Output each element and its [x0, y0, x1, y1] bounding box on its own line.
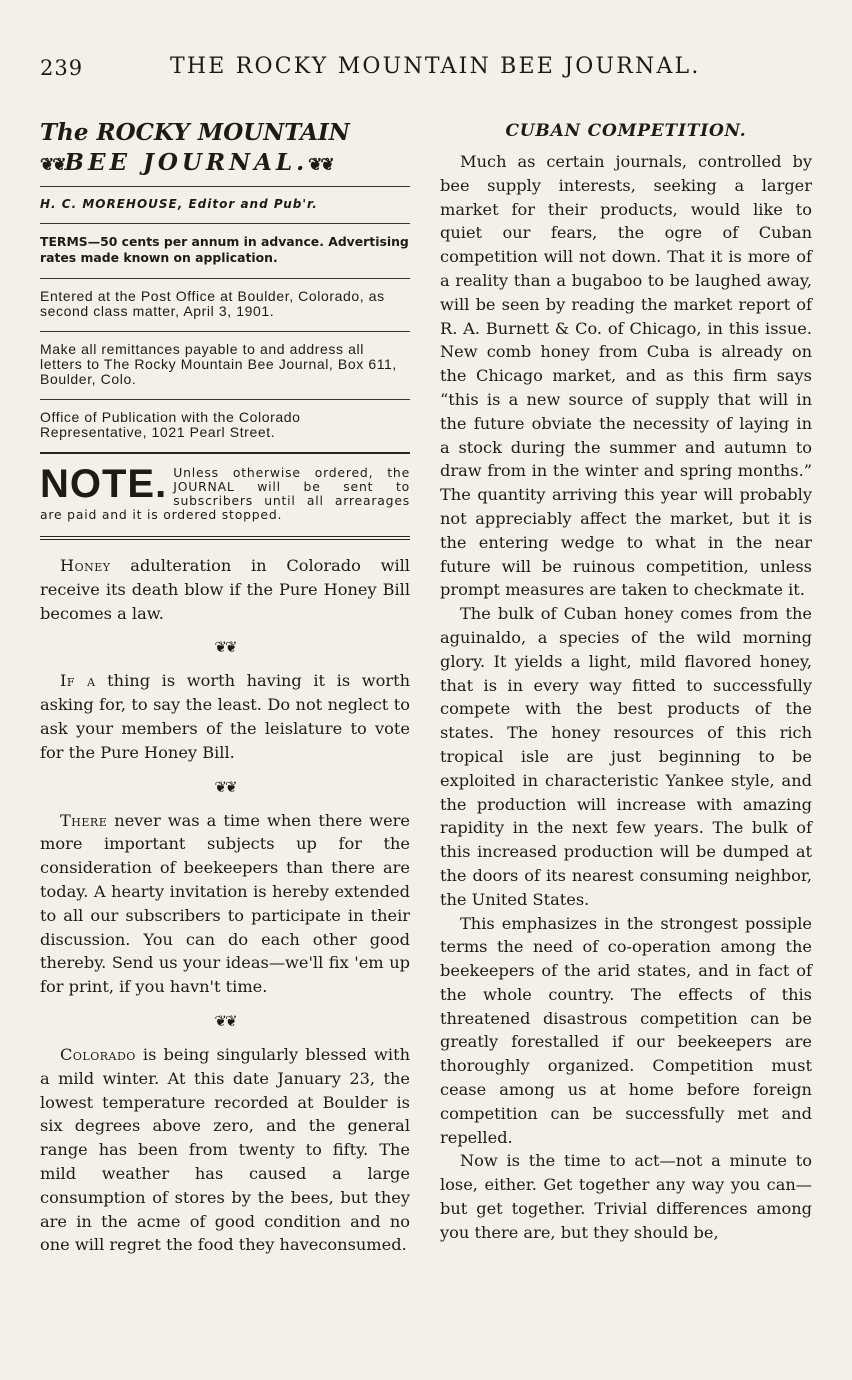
note-heading: NOTE. [40, 462, 168, 506]
editor-line: H. C. MOREHOUSE, Editor and Pub'r. [40, 197, 318, 211]
subscription-terms: TERMS—50 cents per annum in advance. Advertising rates made known on application. [40, 234, 409, 265]
editorial-paragraph: Honey adulteration in Colorado will receive its death blow if the Pure Honey Bill becomes a law. [40, 556, 410, 623]
article-paragraph: Now is the time to act—not a minute to lose, either. Get together any way you can—but get together. Trivial differences among you there are, but they should be, [440, 1151, 812, 1242]
leaf-ornament-icon: ❦❦ [40, 155, 65, 175]
divider-rule [40, 452, 410, 454]
note-text: Unless otherwise ordered, the JOURNAL will be sent to subscribers until all arrearages are paid and it is ordered stopped. [40, 465, 410, 522]
left-column [40, 118, 410, 1257]
section-divider [40, 637, 410, 657]
masthead-title-line2 [40, 148, 410, 180]
right-column [440, 118, 812, 1245]
remittance-notice: Make all remittances payable to and address all letters to The Rocky Mountain Bee Journal, Box 611, Boulder, Colo. [40, 341, 397, 387]
divider-rule [40, 399, 410, 400]
masthead-title-line1: The ROCKY MOUNTAIN [40, 119, 350, 146]
divider-rule [40, 223, 410, 224]
section-divider [40, 1011, 410, 1031]
editorial-paragraph: Colorado is being singularly blessed with a mild winter. At this date January 23, the lowest temperature recorded at Boulder is six degrees above zero, and the general range has been from twenty to fifty. The mild weather has caused a large consumption of stores by the bees, but they are in the acme of good condition and no one will regret the food they haveconsumed. [40, 1044, 410, 1255]
article-title: CUBAN COMPETITION. [505, 121, 747, 141]
subscription-note [40, 462, 410, 522]
page-header [0, 54, 852, 88]
double-rule [40, 536, 410, 540]
editorial-paragraph: There never was a time when there were more important subjects up for the consideration of beekeepers than there are today. A hearty invitation is hereby extended to all our subscribers to participate in their discussion. You can do each other good thereby. Send us your ideas—we'll fix 'em up for print, if you havn't time. [40, 810, 410, 997]
article-paragraph: Much as certain journals, controlled by bee supply interests, seeking a larger market for their products, would like to quiet our fears, the ogre of Cuban competition will not down. That it is more of a reality than a bugaboo to be laughed away, will be seen by reading the market report of R. A. Burnett & Co. of Chicago, in this issue. New comb honey from Cuba is already on the Chicago market, and as this firm says “this is a new source of supply that will in the future obviate the necessity of laying in a stock during the summer and autumn to draw from in the winter and spring months.” The quantity arriving this year will probably not appreciably affect the market, but it is the entering wedge to what in the near future will be ruinous competition, unless prompt measures are taken to checkmate it. [440, 152, 812, 600]
post-office-entry: Entered at the Post Office at Boulder, Colorado, as second class matter, April 3, 1901. [40, 288, 385, 319]
leaf-ornament-icon: ❦❦ [214, 638, 236, 657]
divider-rule [40, 331, 410, 332]
masthead-title-text: BEE JOURNAL. [64, 149, 309, 176]
leaf-ornament-icon: ❦❦ [214, 777, 236, 796]
leaf-ornament-icon: ❦❦ [214, 1011, 236, 1030]
article-paragraph: The bulk of Cuban honey comes from the aguinaldo, a species of the wild morning glory. It yields a light, mild flavored honey, that is in every way fitted to successfully compete with the best products of the states. The honey resources of this rich tropical isle are just beginning to be exploited in characteristic Yankee style, and the production will increase with amazing rapidity in the next few years. The bulk of this increased production will be dumped at the doors of its nearest consuming neighbor, the United States. [440, 604, 812, 909]
divider-rule [40, 278, 410, 279]
publication-office: Office of Publication with the Colorado Representative, 1021 Pearl Street. [40, 409, 301, 440]
section-divider [40, 777, 410, 797]
editorial-paragraph: If a thing is worth having it is worth asking for, to say the least. Do not neglect to ask your members of the leislature to vote for the Pure Honey Bill. [40, 671, 411, 762]
page-number: 239 [40, 56, 84, 80]
divider-rule [40, 186, 410, 187]
article-paragraph: This emphasizes in the strongest possiple terms the need of co-operation among the beekeepers of the arid states, and in fact of the whole country. The effects of this threatened disastrous competition can be greatly forestalled if our beekeepers are thoroughly organized. Competition must cease among us at home before foreign competition can be successfully met and repelled. [440, 913, 812, 1147]
leaf-ornament-icon: ❦❦ [308, 155, 333, 175]
running-title: THE ROCKY MOUNTAIN BEE JOURNAL. [170, 54, 701, 79]
